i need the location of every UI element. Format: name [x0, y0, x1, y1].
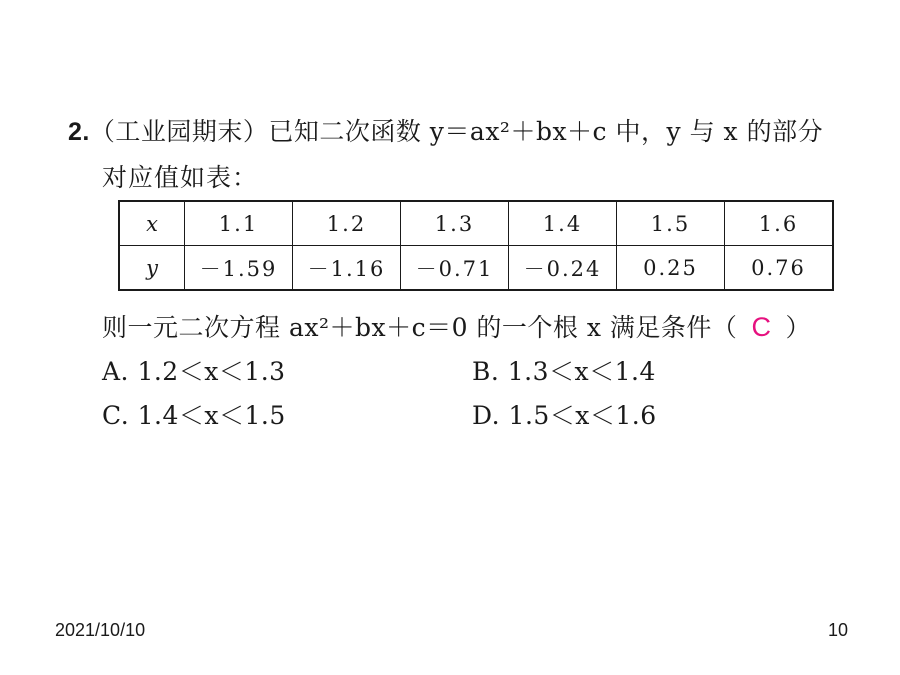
option-b: B. 1.3＜x＜1.4 [472, 357, 656, 386]
question-text-line-1: （工业园期末）已知二次函数 y＝ax²＋bx＋c 中，y 与 x 的部分 [89, 117, 824, 146]
question-line-3 [102, 308, 811, 344]
closing-paren: ） [785, 313, 811, 342]
option-d: D. 1.5＜x＜1.6 [472, 401, 657, 430]
table-header-x: x [119, 201, 185, 246]
table-cell: 1.6 [725, 201, 834, 246]
table-cell: 1.3 [401, 201, 509, 246]
page-number: 10 [828, 620, 849, 640]
table-cell: 1.4 [509, 201, 617, 246]
table-cell: －1.59 [185, 246, 293, 291]
table-cell: 1.2 [293, 201, 401, 246]
question-line-1 [68, 112, 823, 148]
footer-date: 2021/10/10 [55, 620, 146, 640]
question-text-line-3: 则一元二次方程 ax²＋bx＋c＝0 的一个根 x 满足条件（ [102, 313, 738, 342]
question-line-2: 对应值如表： [102, 163, 259, 192]
table-cell: 0.76 [725, 246, 834, 291]
option-a: A. 1.2＜x＜1.3 [102, 357, 286, 386]
table-cell: －0.71 [401, 246, 509, 291]
table-row-y [119, 246, 833, 291]
table-cell: 1.5 [617, 201, 725, 246]
table-cell: 0.25 [617, 246, 725, 291]
table-cell: －0.24 [509, 246, 617, 291]
table-row-x [119, 201, 833, 246]
table-header-y: y [119, 246, 185, 291]
table-cell: －1.16 [293, 246, 401, 291]
question-number: 2. [68, 118, 90, 146]
table-cell: 1.1 [185, 201, 293, 246]
answer-mark: C [751, 312, 772, 342]
option-c: C. 1.4＜x＜1.5 [102, 401, 286, 430]
value-table [118, 200, 834, 291]
